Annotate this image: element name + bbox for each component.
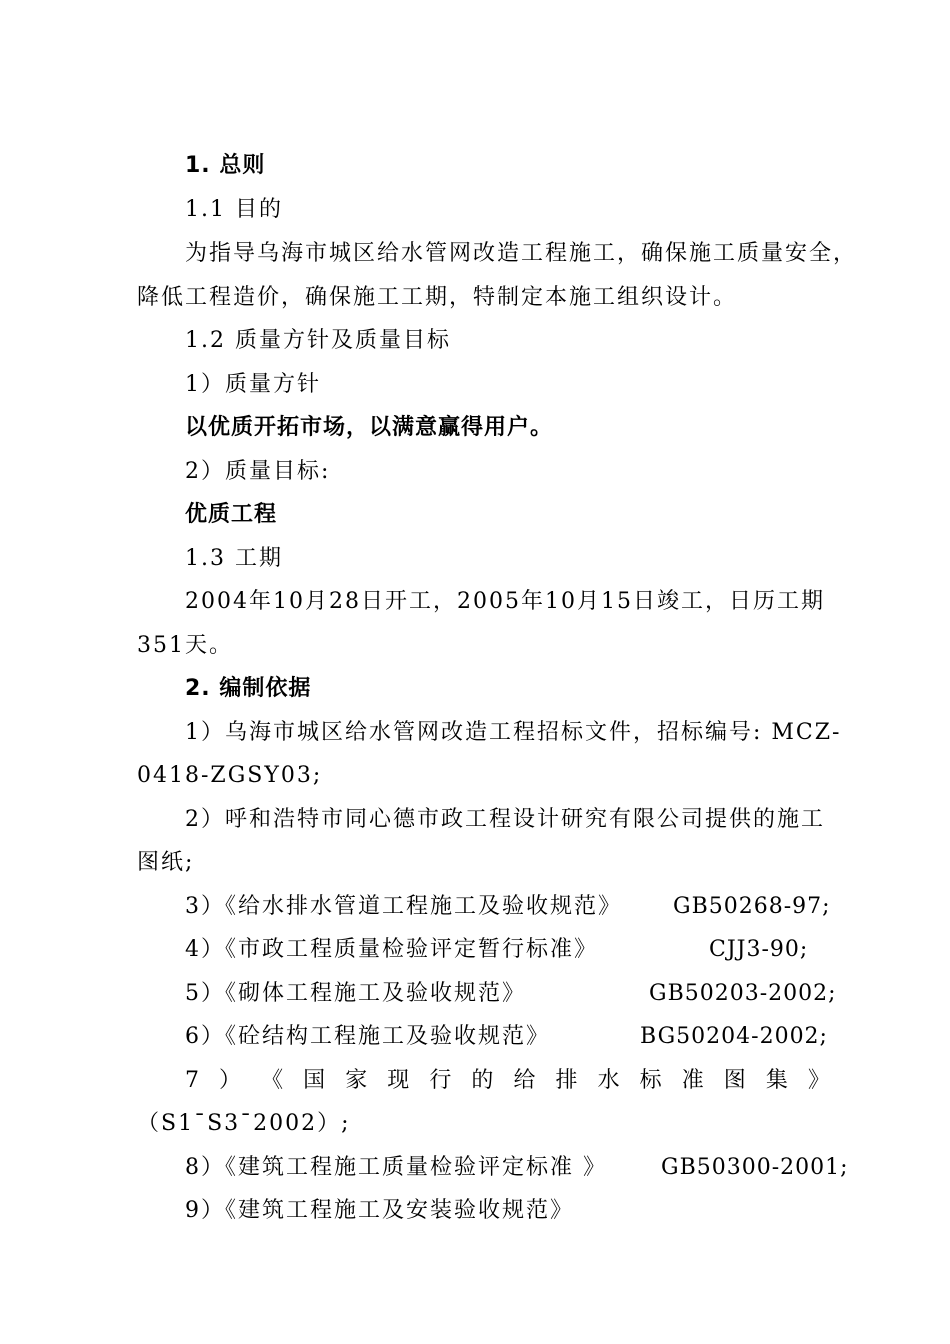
basis-item-7-char: 的	[471, 1068, 494, 1093]
quality-target-text: 优质工程	[185, 502, 278, 527]
basis-item-8-name: 8）《建筑工程施工质量检验评定标准 》	[185, 1155, 607, 1180]
basis-item-7-char: 国	[303, 1068, 326, 1093]
basis-item-7-line-2: （S1¯S3¯2002）;	[137, 1111, 351, 1136]
basis-item-7-line-1	[185, 1065, 830, 1097]
period-paragraph-line-2: 351天。	[137, 633, 233, 658]
basis-item-1-line-2: 0418-ZGSY03;	[137, 763, 323, 788]
basis-item-7-char: 集	[765, 1068, 788, 1093]
subsection-1-2-heading: 1.2 质量方针及质量目标	[185, 328, 451, 353]
basis-item-7-char: 图	[723, 1068, 746, 1093]
basis-item-2-line-1: 2）呼和浩特市同心德市政工程设计研究有限公司提供的施工	[185, 807, 825, 832]
quality-policy-text: 以优质开拓市场，以满意赢得用户。	[185, 415, 554, 440]
basis-item-3-name: 3）《给水排水管道工程施工及验收规范》	[185, 894, 622, 919]
basis-item-6-name: 6）《砼结构工程施工及验收规范》	[185, 1024, 550, 1049]
basis-item-7-char: 家	[345, 1068, 368, 1093]
basis-item-7-char: ）	[219, 1068, 242, 1093]
basis-item-2-line-2: 图纸;	[137, 850, 195, 875]
basis-item-9-name: 9）《建筑工程施工及安装验收规范》	[185, 1198, 574, 1223]
basis-item-1-line-1: 1）乌海市城区给水管网改造工程招标文件，招标编号: MCZ-	[185, 720, 842, 745]
basis-item-4-name: 4）《市政工程质量检验评定暂行标准》	[185, 937, 598, 962]
basis-item-7-char: 《	[261, 1068, 284, 1093]
basis-item-7-char: 水	[597, 1068, 620, 1093]
quality-target-label: 2）质量目标:	[185, 459, 331, 484]
basis-item-5-name: 5）《砌体工程施工及验收规范》	[185, 981, 526, 1006]
purpose-paragraph-line-1: 为指导乌海市城区给水管网改造工程施工，确保施工质量安全，	[185, 241, 858, 266]
basis-item-8-code: GB50300-2001;	[661, 1155, 849, 1180]
basis-item-5-code: GB50203-2002;	[649, 981, 837, 1006]
purpose-paragraph-line-2: 降低工程造价，确保施工工期，特制定本施工组织设计。	[137, 285, 738, 310]
basis-item-3-code: GB50268-97;	[673, 894, 831, 919]
period-paragraph-line-1: 2004年10月28日开工，2005年10月15日竣工，日历工期	[185, 589, 825, 614]
basis-item-7-char: 给	[513, 1068, 536, 1093]
subsection-1-1-heading: 1.1 目的	[185, 197, 283, 222]
basis-item-4-code: CJJ3-90;	[709, 937, 809, 962]
basis-item-7-char: 准	[681, 1068, 704, 1093]
basis-item-7-char: 现	[387, 1068, 410, 1093]
section-1-heading: 1. 总则	[185, 153, 266, 178]
basis-item-6-code: BG50204-2002;	[640, 1024, 828, 1049]
quality-policy-label: 1）质量方针	[185, 372, 321, 397]
basis-item-7-char: 行	[429, 1068, 452, 1093]
basis-item-7-char: 7	[185, 1068, 199, 1093]
basis-item-7-char: 》	[807, 1068, 830, 1093]
section-2-heading: 2. 编制依据	[185, 676, 312, 701]
basis-item-7-char: 排	[555, 1068, 578, 1093]
basis-item-7-char: 标	[639, 1068, 662, 1093]
subsection-1-3-heading: 1.3 工期	[185, 546, 283, 571]
